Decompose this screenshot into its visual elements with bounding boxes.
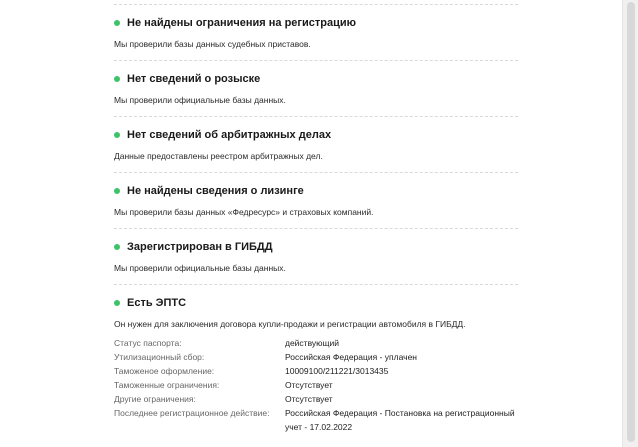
check-title: Не найдены ограничения на регистрацию [127,17,357,29]
checks-list [114,0,518,434]
vertical-scrollbar[interactable] [622,0,638,447]
check-ok-icon [114,244,120,250]
check-title: Не найдены сведения о лизинге [127,185,304,197]
check-title: Зарегистрирован в ГИБДД [127,241,273,253]
check-item-epts [114,285,518,434]
check-ok-icon [114,20,120,26]
detail-label: Другие ограничения: [114,394,196,404]
check-title: Есть ЭПТС [127,297,187,309]
detail-row [114,406,518,434]
check-ok-icon [114,132,120,138]
detail-row [114,350,518,364]
check-ok-icon [114,76,120,82]
check-title-row [114,241,273,253]
detail-value: 10009100/211221/3013435 [285,366,389,376]
detail-value: Российская Федерация - уплачен [285,352,417,362]
check-item-leasing [114,173,518,229]
detail-label: Утилизационный сбор: [114,352,205,362]
check-title: Нет сведений об арбитражных делах [127,129,332,141]
check-title: Нет сведений о розыске [127,73,261,85]
detail-row [114,336,518,350]
detail-row [114,378,518,392]
detail-value: Отсутствует [285,394,333,404]
scrollbar-thumb[interactable] [627,2,635,442]
detail-label: Таможеное оформление: [114,366,215,376]
detail-value: Отсутствует [285,380,333,390]
check-description: Мы проверили официальные базы данных. [114,263,286,273]
detail-label: Статус паспорта: [114,338,182,348]
check-title-row [114,17,356,29]
check-title-row [114,185,304,197]
check-item-wanted [114,61,518,117]
check-ok-icon [114,300,120,306]
detail-value: действующий [285,338,340,348]
check-description: Мы проверили официальные базы данных. [114,95,286,105]
check-description: Он нужен для заключения договора купли-продажи и регистрации автомобиля в ГИБДД. [114,319,466,329]
check-description: Данные предоставлены реестром арбитражных дел. [114,151,323,161]
check-item-arbitration [114,117,518,173]
check-item-gibdd [114,229,518,285]
detail-value: Российская Федерация - Постановка на регистрационный учет - 17.02.2022 [285,408,515,432]
check-title-row [114,129,331,141]
detail-row [114,364,518,378]
detail-label: Таможенные ограничения: [114,380,220,390]
detail-row [114,392,518,406]
check-ok-icon [114,188,120,194]
detail-label: Последнее регистрационное действие: [114,408,270,418]
check-item-registration [114,5,518,61]
check-title-row [114,73,260,85]
epts-details [114,336,518,434]
check-description: Мы проверили базы данных судебных приставов. [114,39,311,49]
check-description: Мы проверили базы данных «Федресурс» и страховых компаний. [114,207,374,217]
check-title-row [114,297,518,309]
